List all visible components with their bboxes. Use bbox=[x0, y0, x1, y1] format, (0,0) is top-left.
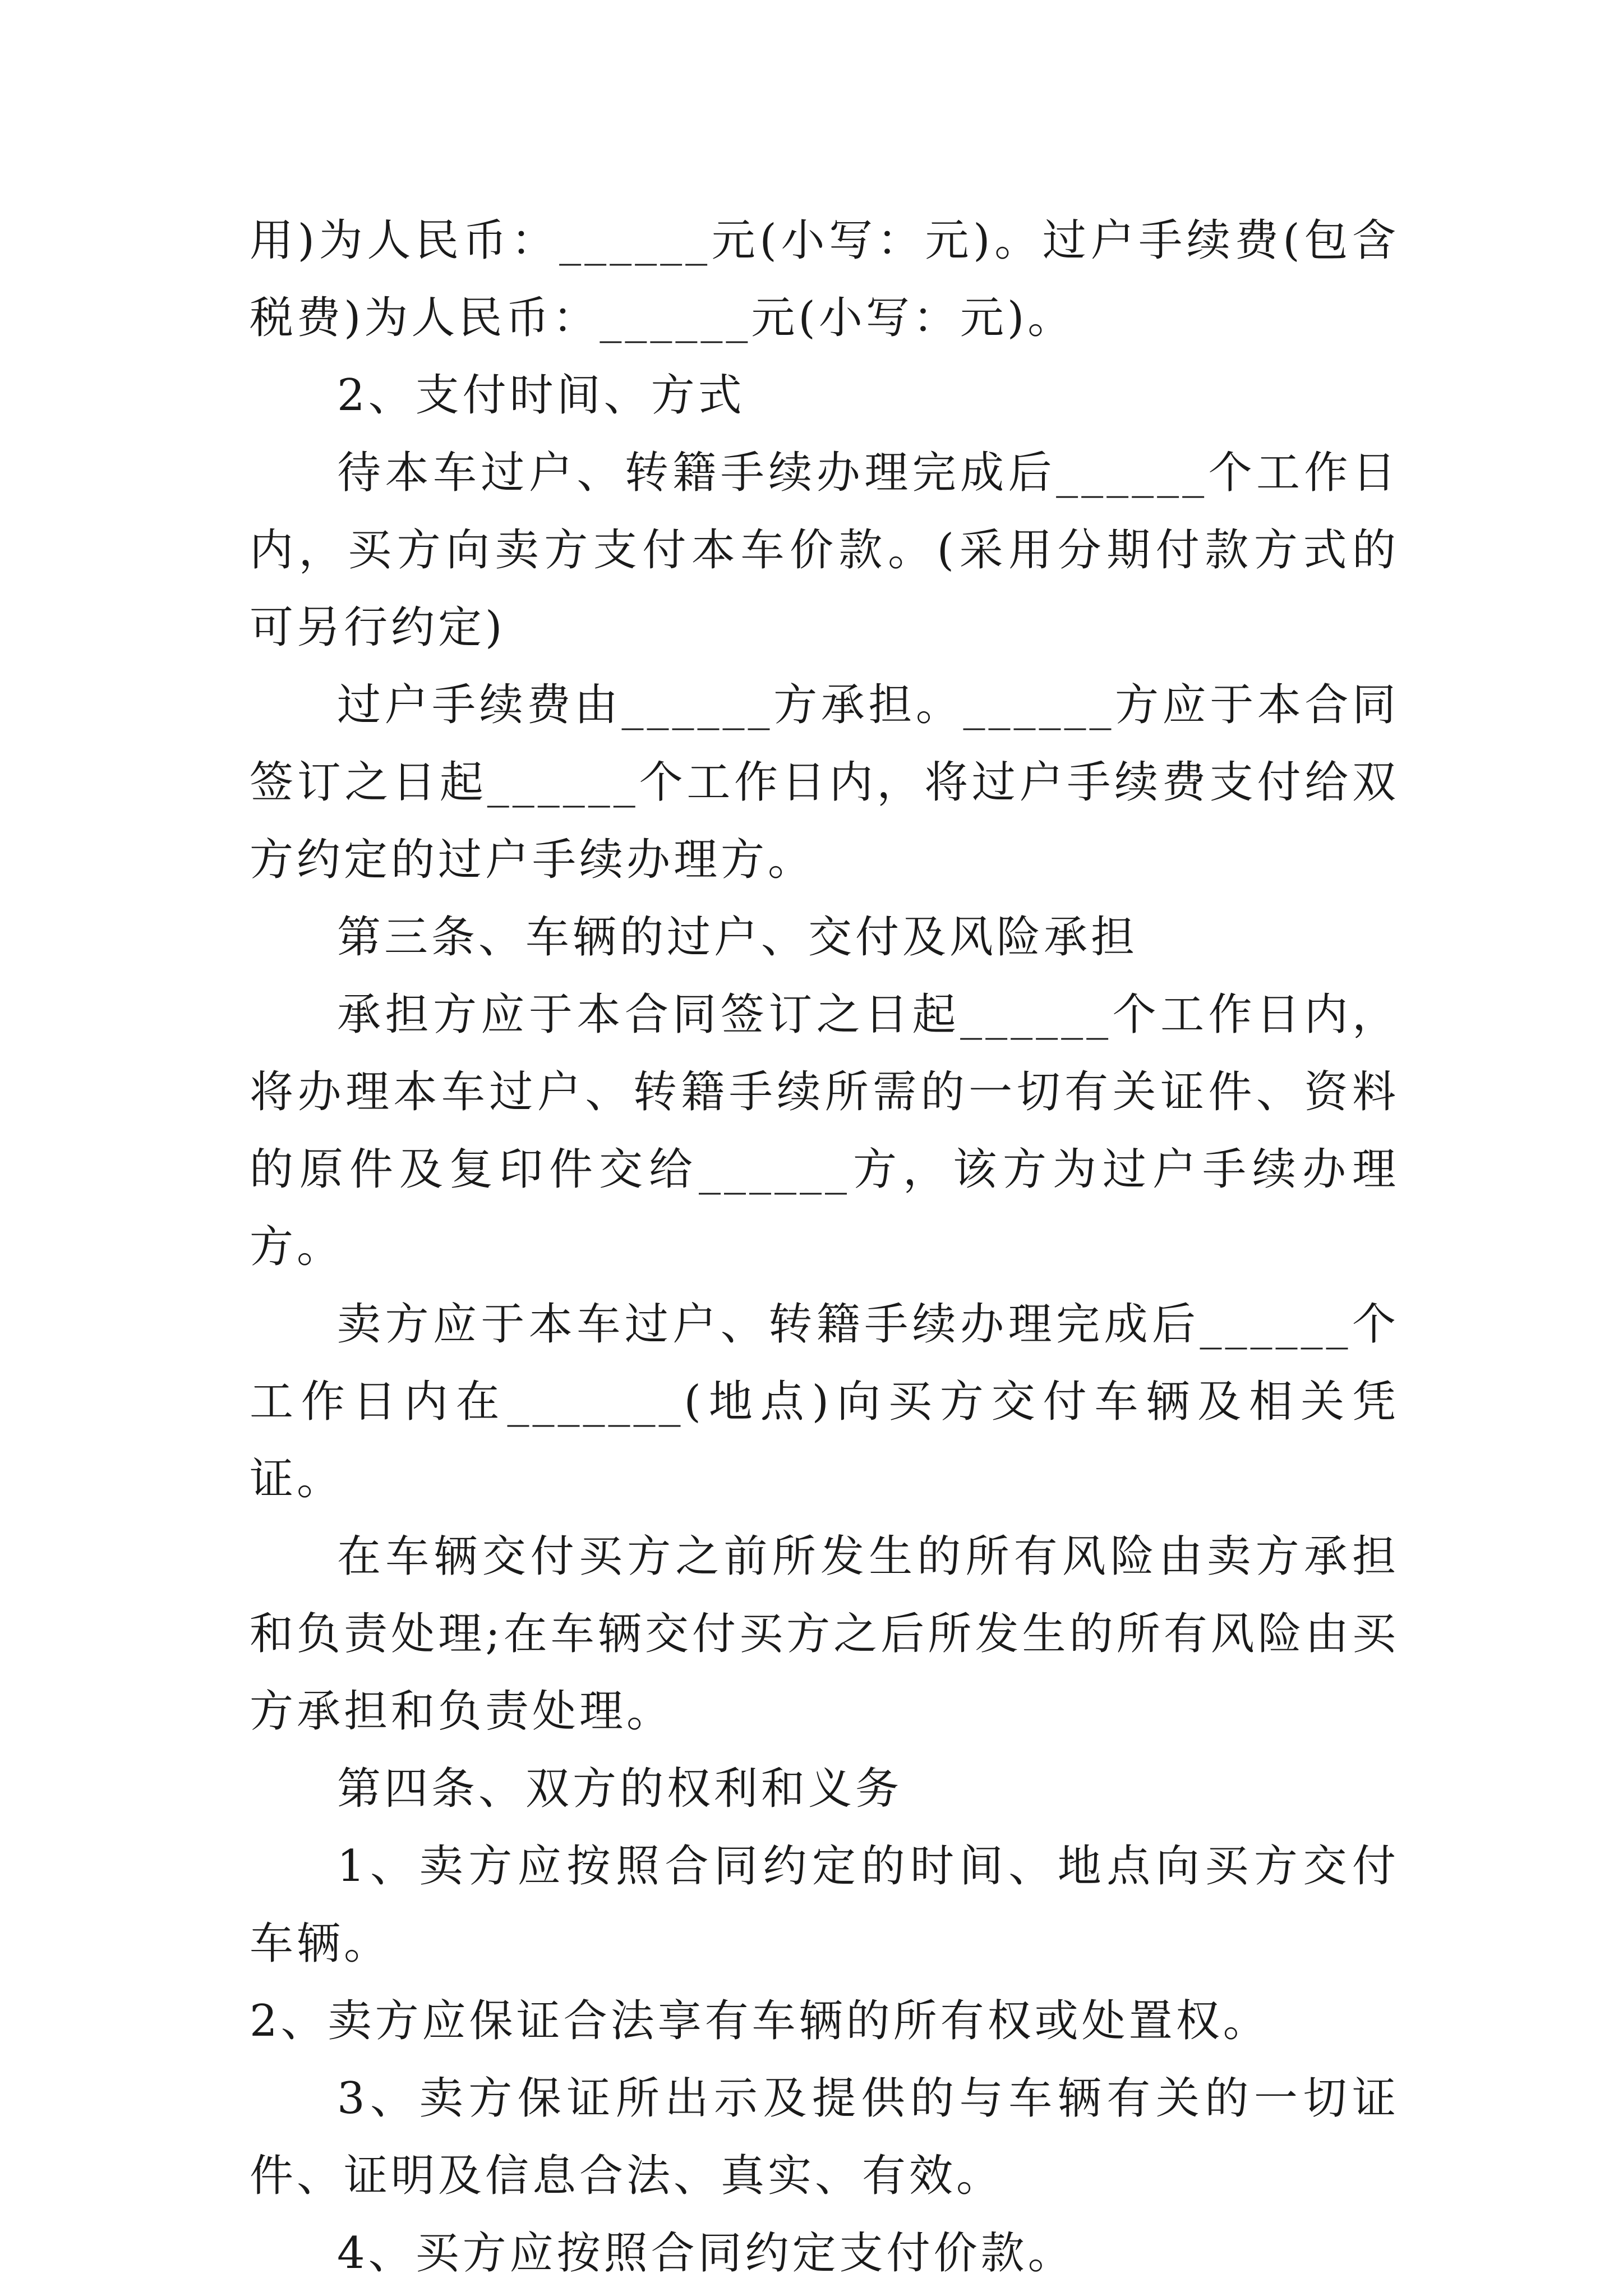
heading-payment-time-method: 2、支付时间、方式 bbox=[337, 370, 745, 421]
paragraph-risk: 在车辆交付买方之前所发生的所有风险由卖方承担和负责处理;在车辆交付买方之后所发生的所有风险由买方承担和负责处理。 bbox=[250, 1531, 1399, 1737]
paragraph-documents-delivery: 承担方应于本合同签订之日起______个工作日内，将办理本车过户、转籍手续所需的一切有关证件、资料的原件及复印件交给______方，该方为过户手续办理方。 bbox=[250, 990, 1399, 1272]
list-item-1: 1、卖方应按照合同约定的时间、地点向买方交付车辆。 bbox=[250, 1841, 1399, 1969]
list-item-4: 4、买方应按照合同约定支付价款。 bbox=[337, 2228, 1075, 2279]
list-item-2: 2、卖方应保证合法享有车辆的所有权或处置权。 bbox=[250, 1996, 1270, 2046]
paragraph-fees: 用)为人民币：______元(小写：元)。过户手续费(包含税费)为人民币：______元(小写：元)。 bbox=[250, 215, 1399, 343]
heading-article-three: 第三条、车辆的过户、交付及风险承担 bbox=[337, 912, 1138, 963]
paragraph-payment-terms: 待本车过户、转籍手续办理完成后______个工作日内，买方向卖方支付本车价款。(采用分期付款方式的可另行约定) bbox=[250, 448, 1399, 653]
paragraph-transfer-fee: 过户手续费由______方承担。______方应于本合同签订之日起______个工作日内，将过户手续费支付给双方约定的过户手续办理方。 bbox=[250, 680, 1399, 885]
list-item-3: 3、卖方保证所出示及提供的与车辆有关的一切证件、证明及信息合法、真实、有效。 bbox=[250, 2073, 1399, 2201]
document-body bbox=[250, 202, 1399, 2292]
paragraph-vehicle-delivery: 卖方应于本车过户、转籍手续办理完成后______个工作日内在_______(地点)向买方交付车辆及相关凭证。 bbox=[250, 1299, 1399, 1504]
heading-article-four: 第四条、双方的权利和义务 bbox=[337, 1764, 903, 1814]
